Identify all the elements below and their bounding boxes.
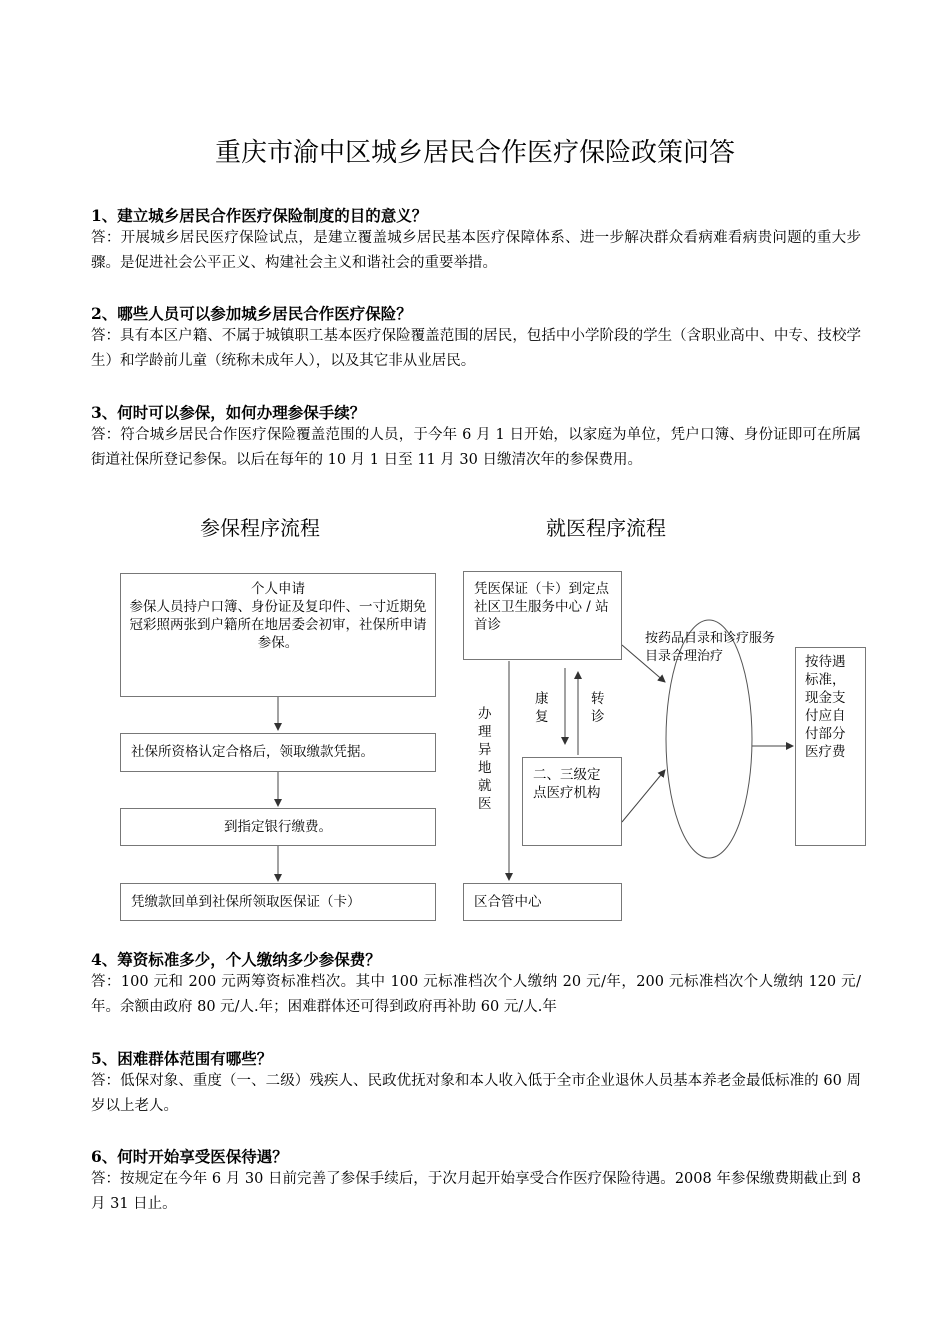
answer-6: 答：按规定在今年 6 月 30 日前完善了参保手续后，于次月起开始享受合作医疗保险待遇。2008 年参保缴费期截止到 8 月 31 日止。 xyxy=(91,1171,861,1212)
question-4: 4、筹资标准多少，个人缴纳多少参保费？ xyxy=(91,950,381,969)
answer-5: 答：低保对象、重度（一、二级）残疾人、民政优抚对象和本人收入低于全市企业退休人员基本养老金最低标准的 60 周岁以上老人。 xyxy=(91,1073,861,1114)
answer-4: 答：100 元和 200 元两筹资标准档次。其中 100 元标准档次个人缴纳 20 元/年，200 元标准档次个人缴纳 120 元/年。余额由政府 80 元/人.年；困难群体还可得到政府再补助 60 元/人.年 xyxy=(91,974,861,1015)
question-2: 2、哪些人员可以参加城乡居民合作医疗保险？ xyxy=(91,304,412,323)
question-1: 1、建立城乡居民合作医疗保险制度的目的意义？ xyxy=(91,206,428,225)
flow-box-hospital: 二、三级定点医疗机构 xyxy=(522,757,622,846)
label-offsite: 办理异地就医 xyxy=(478,706,492,812)
flow-left-title: 参保程序流程 xyxy=(200,516,320,540)
flow-step-apply-title: 个人申请 xyxy=(251,581,305,597)
page-title: 重庆市渝中区城乡居民合作医疗保险政策问答 xyxy=(214,138,735,168)
flow-step-apply xyxy=(120,573,436,697)
answer-3: 答：符合城乡居民合作医疗保险覆盖范围的人员，于今年 6 月 1 日开始，以家庭为单位，凭户口簿、身份证即可在所属街道社保所登记参保。以后在每年的 10 月 1 日至 11 月 30 日缴清次年的参保费用。 xyxy=(91,427,861,468)
flow-step-apply-text: 参保人员持户口簿、身份证及复印件、一寸近期免冠彩照两张到户籍所在地居委会初审，社保所申请参保。 xyxy=(129,599,427,651)
question-3: 3、何时可以参保，如何办理参保手续？ xyxy=(91,403,366,422)
answer-2: 答：具有本区户籍、不属于城镇职工基本医疗保险覆盖范围的居民，包括中小学阶段的学生（含职业高中、中专、技校学生）和学龄前儿童（统称未成年人），以及其它非从业居民。 xyxy=(91,328,861,369)
question-6: 6、何时开始享受医保待遇？ xyxy=(91,1147,288,1166)
flow-box-center: 区合管中心 xyxy=(463,883,622,921)
treatment-label: 按药品目录和诊疗服务目录合理治疗 xyxy=(645,631,776,664)
question-5: 5、困难群体范围有哪些？ xyxy=(91,1049,273,1068)
flow-step-card: 凭缴款回单到社保所领取医保证（卡） xyxy=(120,883,436,921)
flow-box-first-visit: 凭医保证（卡）到定点社区卫生服务中心 / 站首诊 xyxy=(463,571,622,660)
answer-1: 答：开展城乡居民医疗保险试点，是建立覆盖城乡居民基本医疗保障体系、进一步解决群众看病难看病贵问题的重大步骤。是促进社会公平正义、构建社会主义和谐社会的重要举措。 xyxy=(91,230,861,271)
flow-step-certify: 社保所资格认定合格后，领取缴款凭据。 xyxy=(120,733,436,772)
label-recover: 康复 xyxy=(535,691,549,725)
flow-step-bank: 到指定银行缴费。 xyxy=(120,808,436,846)
flow-box-payment: 按待遇标准，现金支付应自付部分医疗费 xyxy=(795,647,866,846)
flow-right-title: 就医程序流程 xyxy=(546,516,666,540)
arrow-hospital-to-treatment xyxy=(622,770,665,822)
label-transfer: 转诊 xyxy=(591,691,605,725)
